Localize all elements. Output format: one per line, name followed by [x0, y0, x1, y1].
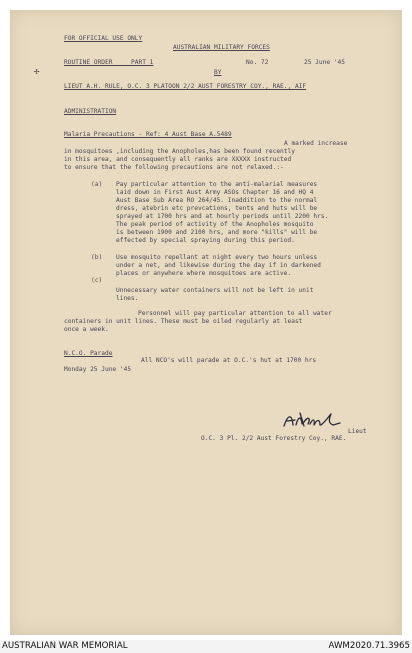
- item-a-line: effected by special spraying during this period.: [116, 237, 295, 244]
- handwritten-signature: [282, 410, 342, 432]
- item-a-label: (a): [91, 181, 103, 188]
- footer-institution: AUSTRALIAN WAR MEMORIAL: [2, 641, 128, 651]
- item-a-line: is between 1900 and 2100 hrs, and more "kills" will be: [116, 229, 318, 236]
- section-administration: ADMINISTRATION: [64, 108, 117, 115]
- item-b-line: Use mosquito repellant at night every two hours unless: [116, 254, 318, 261]
- force-title: AUSTRALIAN MILITARY FORCES: [173, 44, 270, 51]
- signature-rank: Lieut: [348, 428, 367, 435]
- hole-punch-mark: ✢: [34, 67, 40, 77]
- intro-line: in mosquitoes ,including the Anopholes,has been found recently: [64, 148, 295, 155]
- order-label: ROUTINE ORDER PART 1: [64, 59, 154, 66]
- intro-line: to ensure that the following precautions are not relaxed.:-: [64, 164, 284, 171]
- intro-line: A marked increase: [284, 140, 348, 147]
- item-b-line: places or anywhere where mosquitoes are active.: [116, 270, 292, 277]
- item-b-line: under a net, and likewise during the day if in darkened: [116, 262, 321, 269]
- signature-unit: O.C. 3 Pl. 2/2 Aust Forestry Coy., RAE.: [201, 435, 347, 442]
- item-a-line: The peak period of activity of the Anopholes mosquito: [116, 221, 314, 228]
- classification: FOR OFFICIAL USE ONLY: [64, 35, 143, 42]
- issuer: LIEUT A.H. RULE, O.C. 3 PLATOON 2/2 AUST FORESTRY COY., RAE., AIF: [64, 83, 307, 90]
- intro-line: in this area, and consequently all ranks are XXXXX instructed: [64, 156, 292, 163]
- item-a-line: dress, atebrin etc prevcations, tents and huts will be: [116, 205, 318, 212]
- by-label: BY: [214, 69, 222, 76]
- item-a-line: laid down in First Aust Army ASOs Chapter 16 and HQ 4: [116, 189, 314, 196]
- order-date: 25 June '45: [304, 59, 345, 66]
- nco-heading: N.C.O. Parade: [64, 350, 113, 357]
- item-c-label: (c): [91, 277, 103, 284]
- nco-line: All NCO's will parade at O.C.'s hut at 1700 hrs: [141, 357, 317, 364]
- footer-accession-id: AWM2020.71.3965: [328, 641, 410, 651]
- footer-bar: [0, 640, 412, 653]
- nco-line: Monday 25 June '45: [64, 366, 132, 373]
- order-number: No. 72: [246, 59, 269, 66]
- item-c-line: lines.: [116, 295, 139, 302]
- item-b-label: (b): [91, 254, 103, 261]
- item-a-line: sprayed at 1700 hrs and at hourly periods until 2200 hrs.: [116, 213, 329, 220]
- closing-line: containers in unit lines. These must be oiled regularly at least: [64, 318, 303, 325]
- item-a-line: Pay particular attention to the anti-malarial measures: [116, 181, 318, 188]
- closing-line: Personnel will pay particular attention to all water: [138, 310, 332, 317]
- item-c-line: Unnecessary water containers will not be left in unit: [116, 287, 314, 294]
- malaria-heading: Malaria Precautions - Ref: 4 Aust Base A.5489: [64, 131, 232, 138]
- closing-line: once a week.: [64, 326, 109, 333]
- item-a-line: Aust Base Sub Area RO 264/45. Inaddition to the normal: [116, 197, 318, 204]
